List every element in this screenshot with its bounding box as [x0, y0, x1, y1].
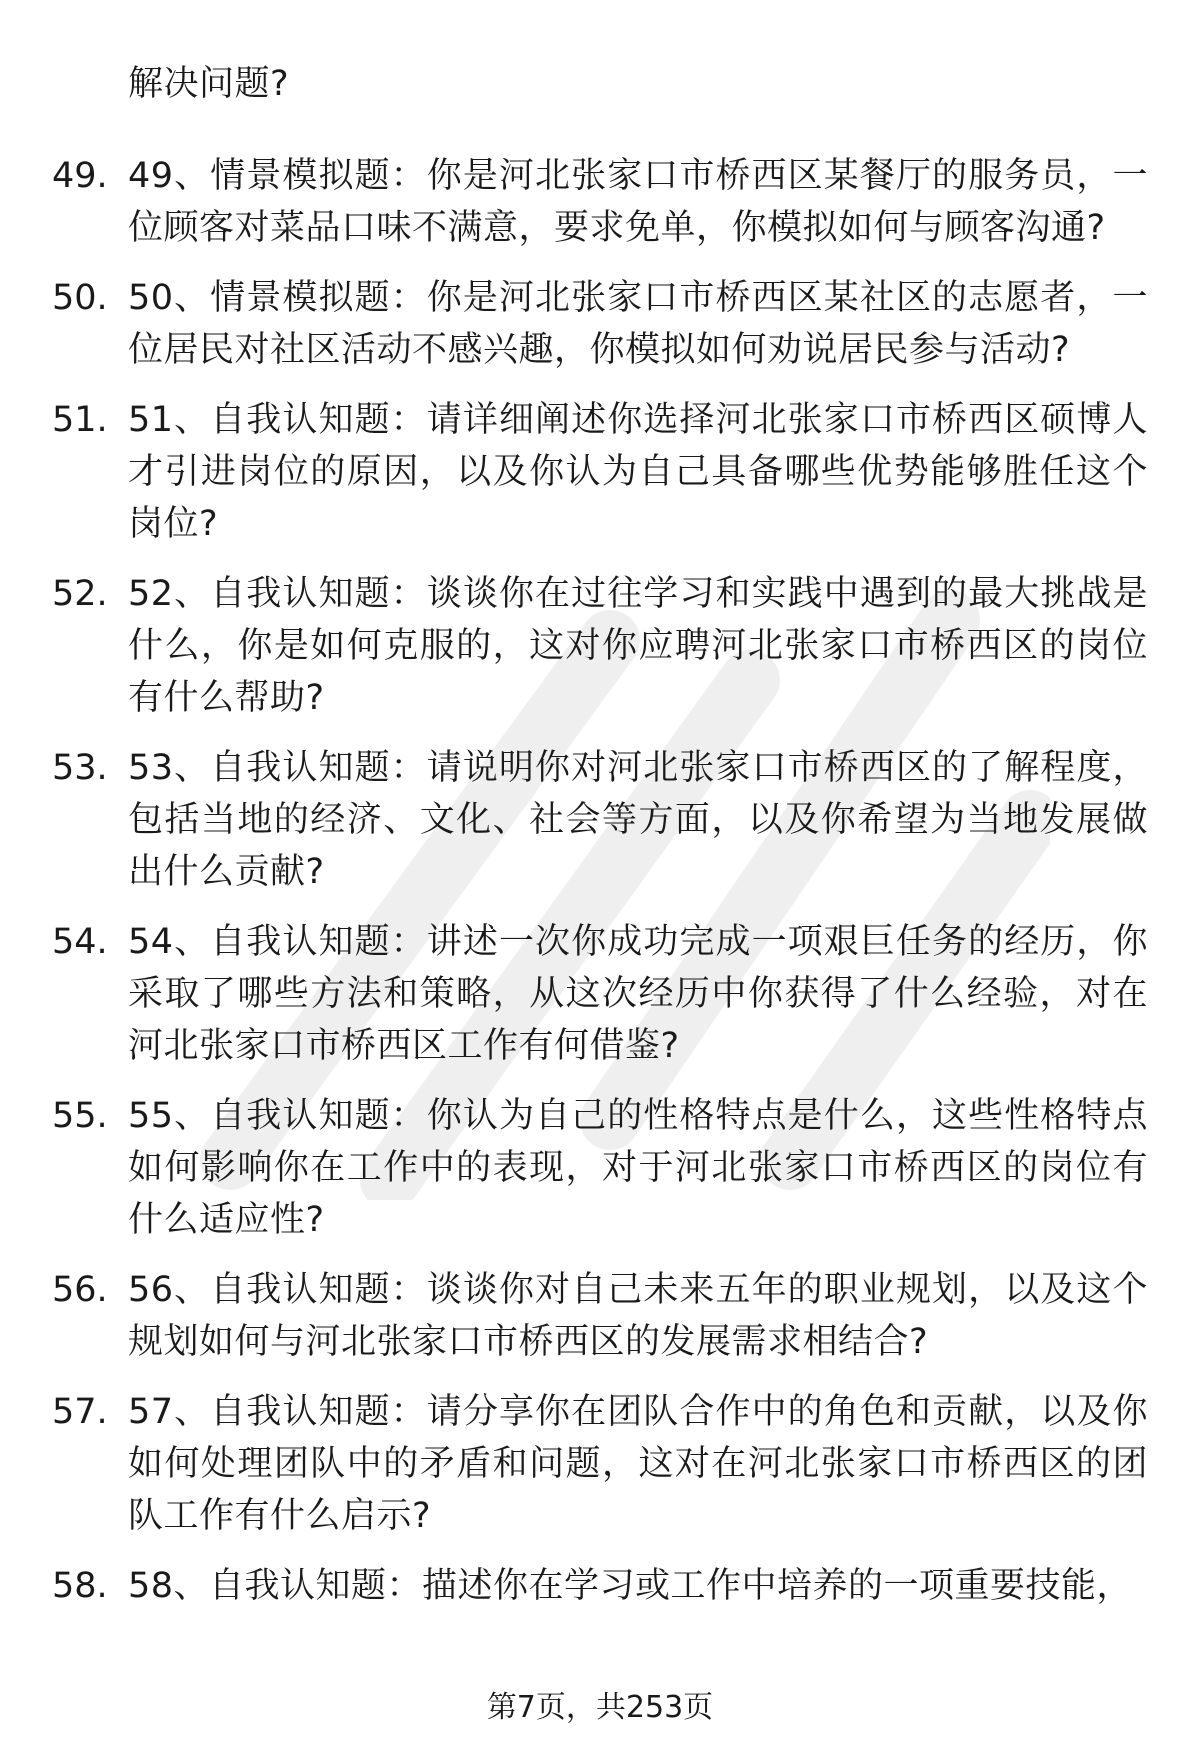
question-text: 50、情景模拟题：你是河北张家口市桥西区某社区的志愿者，一位居民对社区活动不感兴趣，你模拟如何劝说居民参与活动?	[128, 278, 1148, 370]
question-number: 58.	[52, 1566, 108, 1606]
page-footer: 第7页，共253页	[486, 1690, 714, 1725]
question-number: 57.	[52, 1392, 108, 1432]
question-text: 51、自我认知题：请详细阐述你选择河北张家口市桥西区硕博人才引进岗位的原因，以及你认为自己具备哪些优势能够胜任这个岗位?	[128, 400, 1148, 544]
question-number: 56.	[52, 1270, 108, 1310]
question-text: 52、自我认知题：谈谈你在过往学习和实践中遇到的最大挑战是什么，你是如何克服的，这对你应聘河北张家口市桥西区的岗位有什么帮助?	[128, 574, 1148, 718]
continuation-text: 解决问题?	[128, 64, 290, 104]
question-number: 54.	[52, 922, 108, 962]
question-text: 57、自我认知题：请分享你在团队合作中的角色和贡献，以及你如何处理团队中的矛盾和问题，这对在河北张家口市桥西区的团队工作有什么启示?	[128, 1392, 1148, 1536]
question-text: 54、自我认知题：讲述一次你成功完成一项艰巨任务的经历，你采取了哪些方法和策略，从这次经历中你获得了什么经验，对在河北张家口市桥西区工作有何借鉴?	[128, 922, 1148, 1066]
question-number: 50.	[52, 278, 108, 318]
question-text: 53、自我认知题：请说明你对河北张家口市桥西区的了解程度，包括当地的经济、文化、社会等方面，以及你希望为当地发展做出什么贡献?	[128, 748, 1148, 892]
question-number: 55.	[52, 1096, 108, 1136]
question-text: 49、情景模拟题：你是河北张家口市桥西区某餐厅的服务员，一位顾客对菜品口味不满意，要求免单，你模拟如何与顾客沟通?	[128, 156, 1148, 248]
question-number: 53.	[52, 748, 108, 788]
question-text: 55、自我认知题：你认为自己的性格特点是什么，这些性格特点如何影响你在工作中的表现，对于河北张家口市桥西区的岗位有什么适应性?	[128, 1096, 1148, 1240]
question-text: 58、自我认知题：描述你在学习或工作中培养的一项重要技能，	[128, 1566, 1133, 1606]
question-text: 56、自我认知题：谈谈你对自己未来五年的职业规划，以及这个规划如何与河北张家口市桥西区的发展需求相结合?	[128, 1270, 1148, 1362]
question-number: 52.	[52, 574, 108, 614]
question-number: 51.	[52, 400, 108, 440]
question-number: 49.	[52, 156, 108, 196]
